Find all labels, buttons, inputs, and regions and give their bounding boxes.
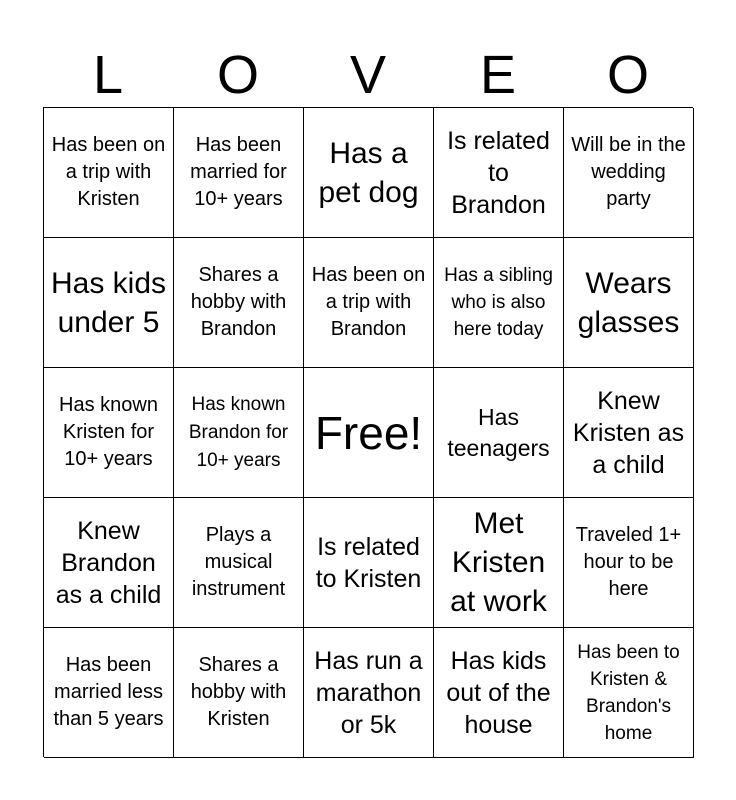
header-letter-o2: O	[606, 45, 649, 105]
cell-text: Is related to Brandon	[447, 126, 550, 219]
cell-text: Has run a marathon or 5k	[314, 646, 423, 739]
cell-text: Has been on a trip with Kristen	[51, 134, 166, 210]
bingo-cell[interactable]	[564, 368, 694, 498]
bingo-cell[interactable]	[44, 628, 174, 758]
bingo-cell[interactable]	[434, 628, 564, 758]
bingo-cell[interactable]	[434, 368, 564, 498]
cell-text: Has been to Kristen & Brandon's home	[577, 641, 680, 744]
bingo-cell[interactable]	[304, 498, 434, 628]
bingo-cell[interactable]	[44, 368, 174, 498]
bingo-cell[interactable]	[174, 368, 304, 498]
cell-text: Has known Brandon for 10+ years	[188, 393, 289, 471]
cell-text: Has a pet dog	[318, 136, 419, 209]
cell-text: Has known Kristen for 10+ years	[59, 394, 158, 470]
cell-text: Knew Brandon as a child	[55, 516, 162, 609]
bingo-board	[43, 107, 693, 757]
cell-text: Plays a musical instrument	[191, 524, 286, 600]
cell-text: Traveled 1+ hour to be here	[575, 524, 682, 600]
bingo-cell[interactable]	[434, 108, 564, 238]
bingo-cell[interactable]	[44, 238, 174, 368]
bingo-cell[interactable]	[564, 498, 694, 628]
cell-text: Has been married for 10+ years	[190, 134, 287, 210]
bingo-cell[interactable]	[174, 238, 304, 368]
bingo-cell[interactable]	[564, 108, 694, 238]
cell-text: Has been on a trip with Brandon	[311, 264, 426, 340]
header-letter-o: O	[216, 45, 259, 105]
bingo-cell[interactable]	[304, 628, 434, 758]
cell-text: Will be in the wedding party	[571, 134, 686, 210]
cell-text: Wears glasses	[577, 266, 680, 339]
bingo-cell[interactable]	[304, 108, 434, 238]
header-letter-v: V	[349, 45, 387, 105]
bingo-cell[interactable]	[44, 108, 174, 238]
bingo-cell[interactable]	[564, 628, 694, 758]
free-space[interactable]	[304, 368, 434, 498]
bingo-cell[interactable]	[44, 498, 174, 628]
bingo-cell[interactable]	[174, 498, 304, 628]
cell-text: Has kids out of the house	[446, 646, 551, 739]
header-letter-e: E	[479, 45, 517, 105]
bingo-cell[interactable]	[434, 238, 564, 368]
cell-text: Shares a hobby with Brandon	[190, 264, 287, 340]
cell-text: Knew Kristen as a child	[572, 386, 685, 479]
bingo-cell[interactable]	[434, 498, 564, 628]
bingo-cell[interactable]	[174, 108, 304, 238]
cell-text: Met Kristen at work	[450, 507, 547, 618]
board-header	[43, 42, 693, 108]
header-letter-l: L	[92, 45, 124, 105]
bingo-cell[interactable]	[174, 628, 304, 758]
cell-text: Is related to Kristen	[315, 532, 422, 593]
cell-text: Has a sibling who is also here today	[444, 265, 553, 340]
cell-text: Shares a hobby with Kristen	[190, 654, 287, 730]
cell-text: Has kids under 5	[50, 266, 167, 339]
free-space-text: Free!	[314, 406, 423, 459]
cell-text: Has been married less than 5 years	[53, 654, 164, 730]
bingo-cell[interactable]	[564, 238, 694, 368]
cell-text: Has teenagers	[447, 403, 550, 461]
bingo-cell[interactable]	[304, 238, 434, 368]
